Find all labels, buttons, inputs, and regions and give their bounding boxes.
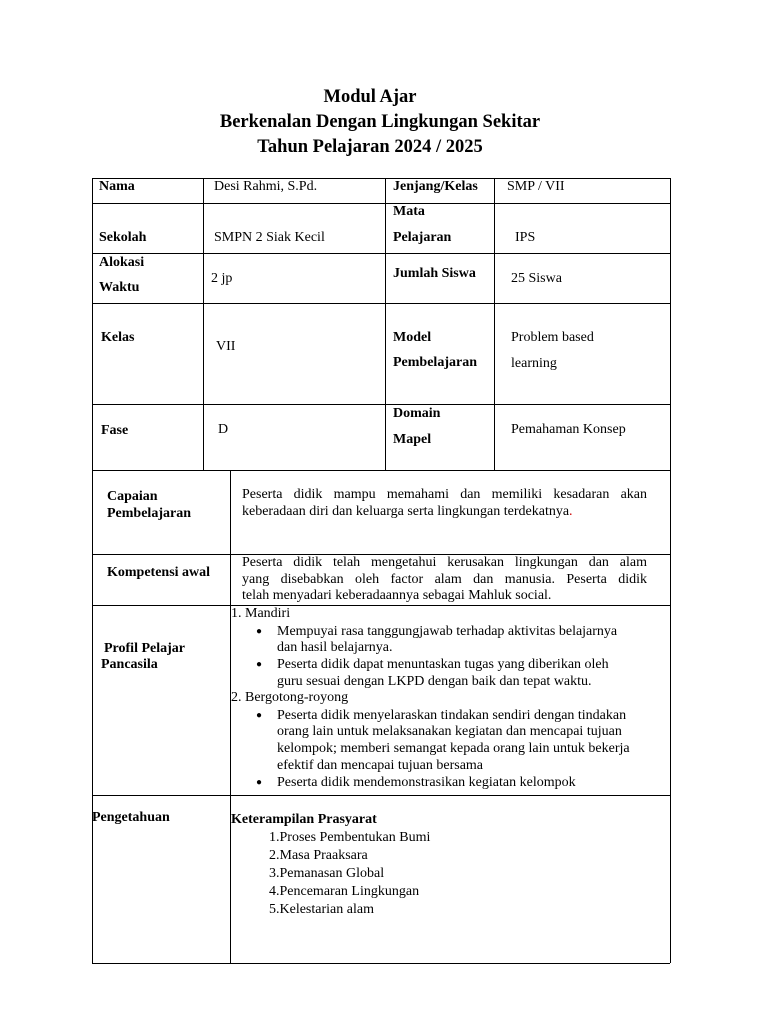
kompetensi-text-line3: telah menyadari keberadaannya sebagai Mahluk social. [242,588,552,603]
sekolah-label: Sekolah [99,230,147,245]
bullet-icon: ● [256,659,263,670]
table-col-divider [494,178,495,470]
prasyarat-item: 5.Kelestarian alam [269,902,374,917]
profil-g1-item2-line1: Peserta didik dapat menuntaskan tugas yang diberikan oleh [277,657,609,672]
domain-label-line2: Mapel [393,432,432,447]
document-year: Tahun Pelajaran 2024 / 2025 [257,137,483,157]
bullet-icon: ● [256,626,263,637]
capaian-text-line2: keberadaan diri dan keluarga serta lingkungan terdekatnya. [242,504,573,519]
jenjang-label: Jenjang/Kelas [393,179,478,194]
bullet-icon: ● [256,710,263,721]
kompetensi-text-line1: Peserta didik telah mengetahui kerusakan lingkungan dan alam [242,555,647,570]
mapel-value: IPS [515,230,536,245]
profil-g2-item1-line4: efektif dan mencapai tujuan bersama [277,758,484,773]
capaian-label-line2: Pembelajaran [107,506,191,521]
kompetensi-text-line2: yang disebabkan oleh factor alam dan manusia. Peserta didik [242,572,647,587]
jumlah-value: 25 Siswa [511,271,562,286]
profil-group1-title: 1. Mandiri [231,606,291,621]
table-col-divider [385,178,386,470]
profil-g2-item1-line2: orang lain untuk melaksanakan kegiatan dan mencapai tujuan [277,724,622,739]
table-row-divider [92,303,670,304]
prasyarat-item: 4.Pencemaran Lingkungan [269,884,420,899]
sekolah-value: SMPN 2 Siak Kecil [214,230,325,245]
table-row-divider [92,404,670,405]
capaian-label-line1: Capaian [107,489,158,504]
table-row-divider [92,253,670,254]
profil-g1-item1-line2: dan hasil belajarnya. [277,640,393,655]
model-label-line2: Pembelajaran [393,355,477,370]
profil-g2-item2-line1: Peserta didik mendemonstrasikan kegiatan kelompok [277,775,576,790]
alokasi-label-line1: Alokasi [99,255,145,270]
table-row-divider [92,203,670,204]
prasyarat-item: 1.Proses Pembentukan Bumi [269,830,431,845]
table-col-divider [230,470,231,963]
document-title: Modul Ajar [323,87,417,107]
model-value-line1: Problem based [511,330,594,345]
pengetahuan-label: Pengetahuan [92,810,170,825]
prasyarat-item: 2.Masa Praaksara [269,848,368,863]
capaian-text-period: . [569,504,573,519]
mapel-label-line1: Mata [393,204,425,219]
profil-g2-item1-line3: kelompok; memberi semangat kepada orang lain untuk bekerja [277,741,630,756]
prasyarat-item: 3.Pemanasan Global [269,866,385,881]
capaian-text-line1: Peserta didik mampu memahami dan memiliki kesadaran akan [242,487,647,502]
profil-group2-title: 2. Bergotong-royong [231,690,349,705]
jenjang-value: SMP / VII [507,179,565,194]
jumlah-label: Jumlah Siswa [393,266,476,281]
fase-label: Fase [101,423,129,438]
table-border-top [92,178,670,179]
table-col-divider [203,178,204,470]
profil-label-line1: Profil Pelajar [104,641,185,656]
profil-g1-item2-line2: guru sesuai dengan LKPD dengan baik dan tepat waktu. [277,674,592,689]
model-label-line1: Model [393,330,432,345]
nama-value: Desi Rahmi, S.Pd. [214,179,318,194]
table-border-left [92,178,93,963]
domain-label-line1: Domain [393,406,441,421]
mapel-label-line2: Pelajaran [393,230,452,245]
profil-g1-item1-line1: Mempuyai rasa tanggungjawab terhadap aktivitas belajarnya [277,624,618,639]
profil-label-line2: Pancasila [101,657,158,672]
kompetensi-label: Kompetensi awal [107,565,211,580]
table-row-divider [92,795,670,796]
table-row-divider [92,605,670,606]
alokasi-label-line2: Waktu [99,280,140,295]
kelas-label: Kelas [101,330,135,345]
alokasi-value: 2 jp [211,271,233,286]
fase-value: D [218,422,229,437]
domain-value: Pemahaman Konsep [511,422,626,437]
nama-label: Nama [99,179,135,194]
model-value-line2: learning [511,356,557,371]
profil-g2-item1-line1: Peserta didik menyelaraskan tindakan sendiri dengan tindakan [277,708,627,723]
bullet-icon: ● [256,777,263,788]
table-border-right [670,178,671,963]
kelas-value: VII [216,339,236,354]
prasyarat-heading: Keterampilan Prasyarat [231,812,377,827]
table-border-bottom [92,963,670,964]
document-subtitle: Berkenalan Dengan Lingkungan Sekitar [219,112,541,132]
table-row-divider [92,470,670,471]
